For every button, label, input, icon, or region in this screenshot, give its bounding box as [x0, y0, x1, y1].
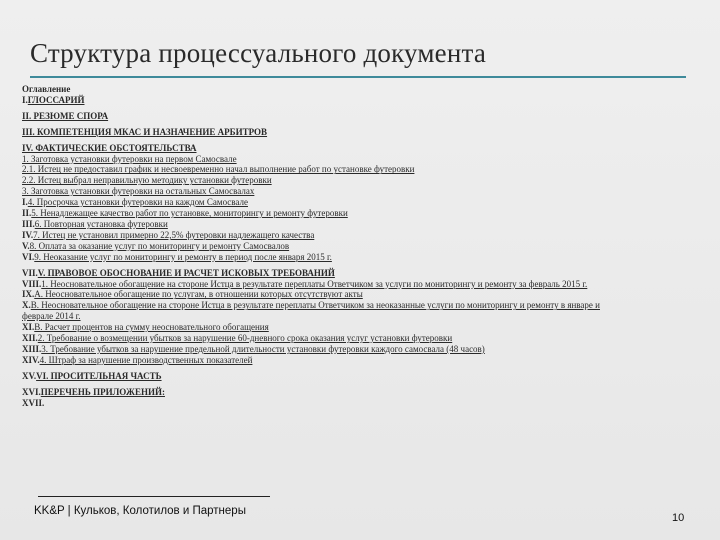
toc-item-link[interactable]: 3. Требование убытков за нарушение предельной длительности установки футеровки каждого самосвала (48 часов) — [41, 343, 485, 354]
toc-item-prefix: XVI. — [22, 386, 41, 397]
toc-item-link[interactable]: 1. Заготовка установки футеровки на первом Самосвале — [22, 153, 237, 164]
toc-item-prefix: IX. — [22, 289, 35, 300]
toc-item-prefix: V. — [22, 240, 30, 251]
toc-item[interactable] — [22, 219, 622, 230]
toc-item-prefix: X. — [22, 300, 31, 311]
toc-item-prefix: XIII. — [22, 343, 42, 354]
toc-item-link[interactable]: II. РЕЗЮМЕ СПОРА — [22, 110, 109, 121]
toc-item-prefix: XIV. — [22, 354, 40, 365]
toc-item-link[interactable]: 1. Неосновательное обогащение на стороне Истца в результате переплаты Ответчиком за услуги по мониторингу и ремонту за февраль 2015 г. — [41, 278, 588, 289]
toc-item-prefix: I. — [22, 197, 28, 208]
toc-item[interactable] — [22, 154, 622, 165]
title-divider — [30, 76, 686, 78]
toc-item[interactable] — [22, 279, 622, 290]
toc-item-link[interactable]: 7. Истец не установил примерно 22,5% футеровки надлежащего качества — [33, 229, 315, 240]
toc-item-link[interactable]: IV. ФАКТИЧЕСКИЕ ОБСТОЯТЕЛЬСТВА — [22, 142, 197, 153]
toc-item[interactable] — [22, 230, 622, 241]
toc-item-prefix: IV. — [22, 229, 34, 240]
page-number: 10 — [672, 512, 685, 524]
toc-item-prefix: XVII. — [22, 397, 45, 408]
toc-item[interactable] — [22, 252, 622, 263]
toc-item[interactable] — [22, 111, 622, 122]
toc-item-link[interactable]: 2. Требование о возмещении убытков за нарушение 60-дневного срока оказания услуг установки футеровки — [37, 333, 453, 344]
toc-item[interactable] — [22, 95, 622, 106]
toc-item-prefix: XII. — [22, 333, 38, 344]
toc-item[interactable] — [22, 300, 622, 322]
toc-item-link[interactable]: 8. Оплата за оказание услуг по мониторингу и ремонту Самосвалов — [29, 240, 290, 251]
toc-item-prefix: VII. — [22, 267, 38, 278]
toc-item-prefix: VIII. — [22, 278, 42, 289]
toc-item[interactable] — [22, 268, 622, 279]
toc-item[interactable] — [22, 241, 622, 252]
toc-item-link[interactable]: 3. Заготовка установки футеровки на остальных Самосвалах — [22, 186, 255, 197]
toc-item[interactable] — [22, 322, 622, 333]
toc-item-prefix: VI. — [22, 251, 35, 262]
footer-text: KK&P | Кульков, Колотилов и Партнеры — [34, 505, 246, 517]
toc-item-prefix: XI. — [22, 322, 35, 333]
toc-item[interactable] — [22, 398, 622, 409]
toc-item-link[interactable]: 2.1. Истец не предоставил график и несвоевременно начал выполнение работ по установке футеровки — [22, 164, 415, 175]
toc-item-link[interactable]: 6. Повторная установка футеровки — [34, 218, 168, 229]
toc-item-link[interactable]: 5. Ненадлежащее качество работ по установке, мониторингу и ремонту футеровки — [31, 208, 348, 219]
toc-item-prefix: XV. — [22, 370, 37, 381]
toc-item[interactable] — [22, 387, 622, 398]
table-of-contents — [22, 84, 622, 408]
toc-item[interactable] — [22, 175, 622, 186]
toc-item[interactable] — [22, 344, 622, 355]
toc-item-link[interactable]: 2.2. Истец выбрал неправильную методику установки футеровки — [22, 175, 272, 186]
toc-item[interactable] — [22, 127, 622, 138]
toc-item[interactable] — [22, 289, 622, 300]
toc-item[interactable] — [22, 371, 622, 382]
toc-item-prefix: I. — [22, 94, 28, 105]
footer-divider — [38, 496, 270, 497]
toc-item-prefix: III. — [22, 218, 35, 229]
toc-item-link[interactable]: ПЕРЕЧЕНЬ ПРИЛОЖЕНИЙ: — [40, 386, 165, 397]
toc-item-link[interactable]: V. ПРАВОВОЕ ОБОСНОВАНИЕ И РАСЧЕТ ИСКОВЫХ ТРЕБОВАНИЙ — [37, 267, 335, 278]
toc-item[interactable] — [22, 164, 622, 175]
toc-item-link[interactable]: 4. Просрочка установки футеровки на каждом Самосвале — [27, 197, 248, 208]
toc-item-link[interactable]: 9. Неоказание услуг по мониторингу и ремонту в период после января 2015 г. — [34, 251, 332, 262]
toc-item-prefix: II. — [22, 208, 32, 219]
toc-item-link[interactable]: B. Расчет процентов на сумму неосновательного обогащения — [34, 322, 269, 333]
toc-item[interactable] — [22, 355, 622, 366]
toc-item[interactable] — [22, 186, 622, 197]
toc-item[interactable] — [22, 197, 622, 208]
toc-item-link[interactable]: А. Неосновательное обогащение по услугам, в отношении которых отсутствуют акты — [34, 289, 363, 300]
slide-title: Структура процессуального документа — [30, 38, 487, 68]
toc-item[interactable] — [22, 208, 622, 219]
toc-item-link[interactable]: ГЛОССАРИЙ — [27, 94, 85, 105]
toc-item-link[interactable]: B. Неосновательное обогащение на стороне Истца в результате переплаты Ответчиком за неоказанные услуги по мониторингу и ремонту в январе и феврале 2014 г. — [22, 300, 600, 322]
toc-item-link[interactable]: 4. Штраф за нарушение производственных показателей — [39, 354, 253, 365]
toc-item[interactable] — [22, 143, 622, 154]
toc-item-link[interactable]: VI. ПРОСИТЕЛЬНАЯ ЧАСТЬ — [36, 370, 162, 381]
toc-heading: Оглавление — [22, 84, 71, 94]
toc-item[interactable] — [22, 333, 622, 344]
toc-item-link[interactable]: III. КОМПЕТЕНЦИЯ МКАС И НАЗНАЧЕНИЕ АРБИТРОВ — [22, 126, 268, 137]
